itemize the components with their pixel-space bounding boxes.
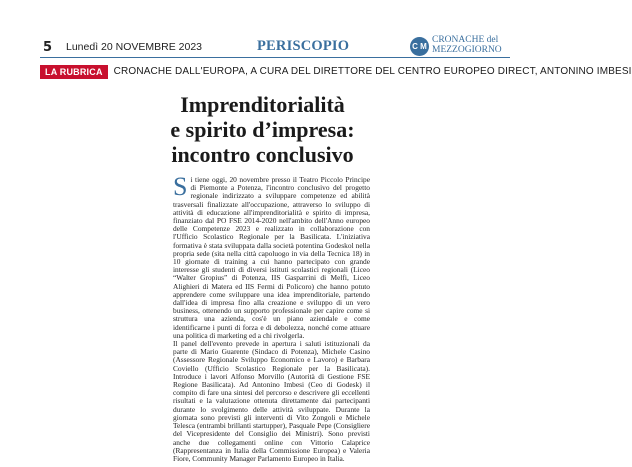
- page-number: 5: [43, 40, 53, 55]
- title-line-1: Imprenditorialità: [180, 92, 345, 117]
- article-body: [173, 172, 370, 463]
- brand-line-1: CRONACHE del: [432, 35, 499, 45]
- brand-line-2: MEZZOGIORNO: [432, 45, 502, 55]
- column-description: CRONACHE DALL'EUROPA, A CURA DEL DIRETTORE DEL CENTRO EUROPEO DIRECT, ANTONINO IMBESI: [113, 66, 632, 77]
- page-header: [0, 0, 516, 64]
- section-name: PERISCOPIO: [257, 38, 350, 54]
- article-paragraph-2: Il panel dell'evento prevede in apertura i saluti istituzionali da parte di Mario Guarente (Sindaco di Potenza), Michele Casino (Assessore Regionale Sviluppo Economico e Lavoro) e Barbara Coviello (Ufficio Scolastico Regionale per la Basilicata). Introduce i lavori Alfonso Morvillo (Autorità di Gestione FSE Regione Basilicata). Ad Antonino Imbesi (Ceo di Godesk) il compito di fare una sintesi del percorso e descrivere gli eccellenti risultati e la valutazione ottenuta direttamente dai partecipanti durante lo svolgimento delle attività sviluppate. Durante la giornata sono previsti gli interventi di Vito Zongoli e Michele Telesca (entrambi brillanti startupper), Pasquale Pepe (Consigliere del Vicepresidente del Consiglio dei Ministri). Sono previsti anche due collegamenti online con Vittorio Calaprice (Rappresentanza in Italia della Commissione Europea) e Valeria Fiore, Community Manager Parlamento Europeo in Italia.: [173, 339, 370, 463]
- column-tag: LA RUBRICA: [40, 65, 108, 79]
- header-divider: [40, 57, 510, 58]
- newspaper-logo-icon: C M: [410, 37, 429, 56]
- drop-cap: S: [173, 172, 188, 201]
- article-title: [165, 92, 360, 167]
- article-paragraph-1: [173, 172, 370, 340]
- column-bar: [40, 63, 632, 80]
- paragraph-1-text: i tiene oggi, 20 novembre presso il Teatro Piccolo Principe di Piemonte a Potenza, l'incontro conclusivo del progetto regionale indirizzato a sviluppare competenze ed abilità trasversali finalizzate all'occupazione, attraverso lo sviluppo di attività di educazione all'imprenditorialità e spirito di impresa, finanziato dal PO FSE 2014-2020 nell'ambito dell'Anno europeo delle Competenze 2023 e realizzato in collaborazione con l'Ufficio Scolastico Regionale per la Basilicata. L'iniziativa formativa è stata sviluppata dalla società potentina Godeskol nella propria sede (sita nella città capoluogo in via della Tecnica 18) in 10 giornate di training a cui hanno partecipato con grande interesse gli studenti di diversi istituti scolastici regionali (Liceo “Walter Gropius” di Potenza, IIS Gasparrini di Melfi, Liceo Alighieri di Matera ed IIS Fermi di Policoro) che hanno potuto apprendere come sviluppare una idea imprenditoriale, partendo dall'idea di impresa fino alla creazione e sviluppo di un vero business, ottenendo un supporto professionale per capire come si struttura una azienda, cos'è un piano aziendale e come identificarne i punti di forza e di debolezza, nonché come attuare una politica di marketing ed a chi rivolgerla.: [173, 175, 370, 340]
- issue-date: Lunedì 20 NOVEMBRE 2023: [66, 41, 202, 53]
- title-line-3: incontro conclusivo: [171, 142, 354, 167]
- title-line-2: e spirito d’impresa:: [170, 117, 355, 142]
- newspaper-brand: [410, 34, 510, 58]
